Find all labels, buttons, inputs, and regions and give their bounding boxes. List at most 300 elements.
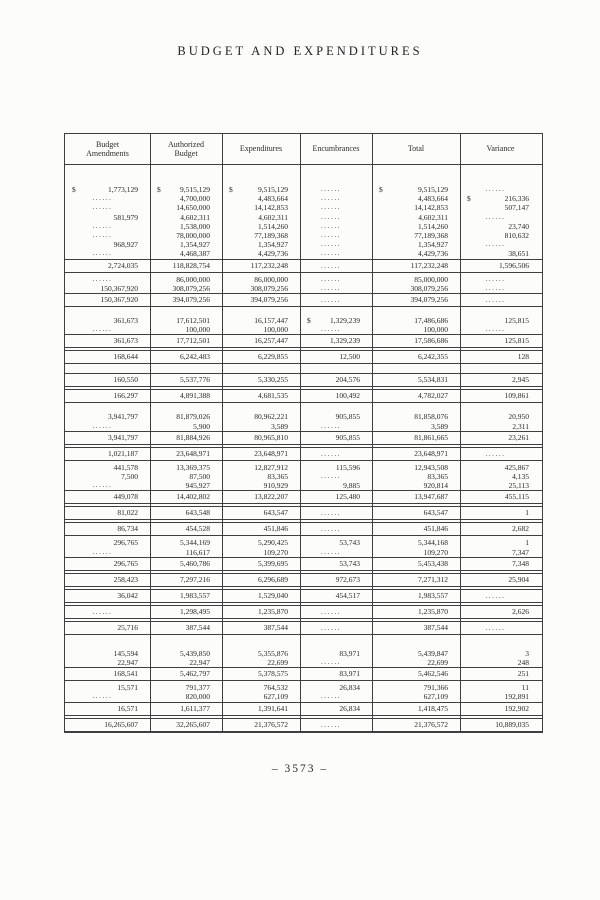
budget-table [64, 133, 543, 733]
table-cell: 80,965,810 [254, 432, 288, 442]
table-row [65, 316, 542, 325]
table-cell: 394,079,256 [172, 295, 210, 305]
table-cell: 17,586,686 [414, 336, 448, 346]
table-cell: ...... [485, 325, 506, 334]
table-section [65, 389, 542, 403]
table-cell: 13,947,687 [414, 492, 448, 502]
table-cell: 10,889,035 [495, 719, 529, 729]
table-cell: 85,000,000 [414, 274, 448, 284]
table-cell: 117,232,248 [410, 260, 448, 270]
table-cell: 14,402,802 [176, 492, 210, 502]
table-cell: $ 216,336 [467, 194, 529, 204]
table-cell: ...... [92, 607, 113, 616]
table-cell: ...... [320, 274, 342, 283]
table-cell: 296,765 [113, 538, 138, 548]
table-cell: ...... [320, 607, 342, 616]
table-cell: 248 [517, 658, 529, 668]
table-cell: 23,648,971 [254, 448, 288, 458]
table-cell: ...... [485, 283, 506, 292]
column-header: Expenditures [239, 144, 283, 154]
table-cell: 38,651 [508, 249, 529, 259]
table-cell: 25,716 [117, 622, 138, 632]
table-cell: 791,377 [185, 683, 210, 693]
table-cell: 83,365 [427, 472, 448, 482]
table-cell: 81,858,076 [414, 412, 448, 422]
table-cell: 4,891,388 [180, 391, 210, 401]
table-cell: 100,000 [423, 325, 448, 335]
table-cell: 115,596 [335, 462, 360, 472]
table-cell: ...... [320, 221, 342, 230]
table-cell: ...... [320, 658, 342, 667]
table-cell: 2,945 [512, 375, 529, 385]
table-cell: 22,947 [117, 658, 138, 668]
table-cell: 1,514,260 [418, 221, 448, 231]
table-cell: 251 [517, 669, 529, 679]
table-cell: 4,429,736 [418, 249, 448, 259]
table-cell: ...... [485, 274, 506, 283]
table-cell: 4,700,000 [180, 194, 210, 204]
table-cell: 109,270 [263, 547, 288, 557]
table-cell: ...... [320, 720, 342, 729]
table-cell: 920,814 [423, 481, 448, 491]
table-row [65, 658, 542, 667]
table-cell: 6,242,483 [180, 352, 210, 362]
table-cell: 78,000,000 [176, 231, 210, 241]
table-cell: 1,354,927 [418, 240, 448, 250]
table-cell: 32,265,607 [176, 719, 210, 729]
table-section [65, 350, 542, 364]
table-cell: 5,355,876 [258, 648, 288, 658]
table-section [65, 605, 542, 619]
table-cell: 387,544 [185, 622, 210, 632]
table-cell: 4,602,311 [418, 212, 448, 222]
table-cell: 581,979 [113, 212, 138, 222]
table-cell: ...... [485, 212, 506, 221]
table-cell: 3,941,797 [108, 412, 138, 422]
table-cell: 23,648,971 [176, 448, 210, 458]
page-title: BUDGET AND EXPENDITURES [177, 44, 423, 58]
table-total-row [65, 334, 542, 348]
table-cell: 23,740 [508, 221, 529, 231]
table-cell: 1,418,475 [418, 703, 448, 713]
table-cell: 5,900 [193, 421, 210, 431]
table-cell: 387,544 [423, 622, 448, 632]
table-cell: 387,544 [263, 622, 288, 632]
table-section [65, 412, 542, 444]
table-cell: 150,367,920 [100, 295, 138, 305]
table-cell: 1,235,870 [418, 606, 448, 616]
table-cell: 13,369,375 [176, 462, 210, 472]
table-row [65, 692, 542, 701]
table-cell: 168,541 [113, 669, 138, 679]
table-row [65, 463, 542, 472]
table-total-row [65, 718, 542, 732]
table-cell: ...... [320, 472, 342, 481]
table-cell: 451,846 [263, 524, 288, 534]
table-cell: 3 [525, 648, 529, 658]
table-cell: 308,079,256 [410, 283, 448, 293]
table-section [65, 463, 542, 505]
table-cell: 7,347 [512, 547, 529, 557]
table-cell: 53,743 [339, 558, 360, 568]
table-cell: 4,468,387 [180, 249, 210, 259]
table-cell: 258,423 [113, 574, 138, 584]
table-cell: 643,548 [185, 508, 210, 518]
table-cell: 16,265,607 [104, 719, 138, 729]
table-cell: ...... [320, 283, 342, 292]
table-total-row [65, 573, 542, 587]
table-cell: 15,571 [117, 683, 138, 693]
table-cell: 81,022 [117, 508, 138, 518]
table-cell: $ 9,515,129 [157, 185, 210, 194]
table-cell: ...... [92, 481, 113, 490]
table-cell: 4,681,535 [258, 391, 288, 401]
table-cell: 83,365 [267, 472, 288, 482]
table-cell: 425,867 [504, 462, 529, 472]
table-total-row [65, 431, 542, 445]
table-cell: 455,115 [504, 492, 529, 502]
table-total-row [65, 389, 542, 403]
table-cell: 1,021,187 [108, 448, 138, 458]
table-cell: 454,528 [185, 524, 210, 534]
table-section [65, 275, 542, 307]
table-cell: 449,078 [113, 492, 138, 502]
dollar-sign: $ [157, 185, 161, 194]
table-cell: $ 9,515,129 [379, 185, 448, 194]
table-row [65, 203, 542, 212]
table-row [65, 538, 542, 547]
table-cell: 6,296,689 [258, 574, 288, 584]
table-cell: 945,927 [185, 481, 210, 491]
column-header: Variance [486, 144, 515, 154]
table-cell: 100,000 [185, 325, 210, 335]
table-section [65, 316, 542, 348]
table-cell: 53,743 [339, 538, 360, 548]
table-cell: 5,439,847 [418, 648, 448, 658]
table-cell: 7,297,216 [180, 574, 210, 584]
table-row [65, 213, 542, 222]
table-cell: ...... [320, 240, 342, 249]
table-cell: 4,135 [512, 472, 529, 482]
table-cell: 109,861 [504, 391, 529, 401]
table-row [65, 481, 542, 490]
table-header-row [65, 134, 542, 165]
column-divider [460, 134, 461, 732]
table-cell: 81,879,026 [176, 412, 210, 422]
table-cell: 810,632 [504, 231, 529, 241]
table-cell: 22,947 [189, 658, 210, 668]
table-cell: 7,271,312 [418, 574, 448, 584]
table-cell: ...... [320, 231, 342, 240]
table-row [65, 185, 542, 194]
table-cell: 25,113 [508, 481, 529, 491]
table-cell: 14,650,000 [176, 203, 210, 213]
table-cell: 905,855 [335, 412, 360, 422]
table-cell: 791,366 [423, 683, 448, 693]
table-cell: 168,644 [113, 352, 138, 362]
table-cell: ...... [320, 261, 342, 270]
table-cell: ...... [92, 221, 113, 230]
table-cell: 1,596,506 [499, 260, 529, 270]
table-cell: 16,157,447 [254, 316, 288, 326]
table-cell: 4,483,664 [418, 194, 448, 204]
table-cell: 7,348 [512, 558, 529, 568]
table-cell: 81,861,665 [414, 432, 448, 442]
table-cell: 454,517 [335, 590, 360, 600]
table-cell: ...... [320, 185, 342, 193]
table-section [65, 621, 542, 635]
table-cell: 17,712,501 [176, 336, 210, 346]
table-cell: 21,376,572 [414, 719, 448, 729]
table-cell: 1 [525, 508, 529, 518]
table-cell: 109,270 [423, 547, 448, 557]
table-cell: 20,950 [508, 412, 529, 422]
table-total-row [65, 350, 542, 364]
table-row [65, 249, 542, 258]
table-cell: ...... [320, 212, 342, 221]
table-cell: 5,462,797 [180, 669, 210, 679]
table-cell: 3,589 [271, 421, 288, 431]
table-section [65, 589, 542, 603]
table-section [65, 506, 542, 520]
table-cell: ...... [320, 623, 342, 632]
table-cell: 23,648,971 [414, 448, 448, 458]
table-cell: ...... [485, 240, 506, 249]
table-cell: 26,834 [339, 703, 360, 713]
table-cell: ...... [320, 249, 342, 258]
table-total-row [65, 605, 542, 619]
table-cell: 160,550 [113, 375, 138, 385]
table-cell: 968,927 [113, 240, 138, 250]
table-cell: ...... [92, 274, 113, 283]
table-cell: 2,311 [512, 421, 529, 431]
dollar-sign: $ [229, 185, 233, 194]
table-cell: 22,699 [427, 658, 448, 668]
table-cell: 11 [521, 683, 529, 693]
table-cell: 3,941,797 [108, 432, 138, 442]
table-total-row [65, 667, 542, 681]
table-cell: 5,290,425 [258, 538, 288, 548]
table-cell: 17,486,686 [414, 316, 448, 326]
table-cell: 12,500 [339, 352, 360, 362]
column-divider [300, 134, 301, 732]
table-cell: ...... [92, 249, 113, 258]
table-cell: 1,354,927 [258, 240, 288, 250]
table-cell: 86,000,000 [176, 274, 210, 284]
table-cell: 86,734 [117, 524, 138, 534]
table-section [65, 538, 542, 570]
table-cell: 23,261 [508, 432, 529, 442]
table-cell: 3,589 [431, 421, 448, 431]
table-cell: 9,885 [343, 481, 360, 491]
dollar-sign: $ [307, 316, 311, 326]
table-cell: 1,391,641 [258, 703, 288, 713]
table-cell: ...... [485, 296, 506, 305]
table-cell: 77,189,368 [254, 231, 288, 241]
table-cell: 820,000 [185, 692, 210, 702]
table-row [65, 222, 542, 231]
table-cell: 14,142,853 [414, 203, 448, 213]
table-cell: 204,576 [335, 375, 360, 385]
table-cell: ...... [320, 421, 342, 430]
table-cell: 1,235,870 [258, 606, 288, 616]
table-cell: 21,376,572 [254, 719, 288, 729]
table-row [65, 472, 542, 481]
column-header: Encumbrances [312, 144, 360, 154]
dollar-sign: $ [72, 185, 76, 194]
table-cell: 507,147 [504, 203, 529, 213]
table-cell: 905,855 [335, 432, 360, 442]
table-cell: 5,439,850 [180, 648, 210, 658]
table-cell: 192,891 [504, 692, 529, 702]
table-cell: 1,983,557 [180, 590, 210, 600]
table-cell: 451,846 [423, 524, 448, 534]
table-cell: 4,602,311 [180, 212, 210, 222]
column-divider [372, 134, 373, 732]
table-cell: 83,971 [339, 669, 360, 679]
table-cell: 80,962,221 [254, 412, 288, 422]
table-total-row [65, 293, 542, 307]
table-cell: 972,673 [335, 574, 360, 584]
table-cell: 5,453,438 [418, 558, 448, 568]
table-cell: ...... [320, 449, 342, 458]
table-cell: 16,257,447 [254, 336, 288, 346]
table-cell: ...... [92, 194, 113, 203]
table-cell: 166,297 [113, 391, 138, 401]
table-section [65, 683, 542, 715]
table-cell: 1,298,495 [180, 606, 210, 616]
table-cell: 1,354,927 [180, 240, 210, 250]
table-cell: 25,904 [508, 574, 529, 584]
table-cell: 1,514,260 [258, 221, 288, 231]
table-cell: 116,617 [185, 547, 210, 557]
table-cell: 2,682 [512, 524, 529, 534]
table-cell: 83,971 [339, 648, 360, 658]
dollar-sign: $ [467, 194, 471, 204]
table-cell: 764,532 [263, 683, 288, 693]
page-number: – 3573 – [271, 763, 329, 775]
table-cell: 308,079,256 [250, 283, 288, 293]
table-cell: 361,673 [113, 336, 138, 346]
column-divider [150, 134, 151, 732]
table-cell: ...... [92, 231, 113, 240]
table-cell: 2,626 [512, 606, 529, 616]
table-cell: 5,462,546 [418, 669, 448, 679]
table-row [65, 240, 542, 249]
table-cell: 1,529,040 [258, 590, 288, 600]
table-cell: 192,902 [504, 703, 529, 713]
table-section [65, 573, 542, 587]
table-cell: 394,079,256 [250, 295, 288, 305]
table-cell: 100,492 [335, 391, 360, 401]
table-total-row [65, 373, 542, 387]
table-cell: 643,547 [263, 508, 288, 518]
table-row [65, 548, 542, 557]
table-row [65, 412, 542, 421]
table-row [65, 325, 542, 334]
table-row [65, 683, 542, 692]
table-cell: ...... [320, 525, 342, 534]
table-cell: 5,378,575 [258, 669, 288, 679]
table-total-row [65, 259, 542, 273]
table-row [65, 284, 542, 293]
table-cell: 86,000,000 [254, 274, 288, 284]
table-total-row [65, 589, 542, 603]
table-cell: 5,537,776 [180, 375, 210, 385]
table-cell: ...... [92, 203, 113, 212]
table-cell: ...... [92, 692, 113, 701]
table-cell: 13,822,207 [254, 492, 288, 502]
table-cell: 125,480 [335, 492, 360, 502]
table-cell: 1,983,557 [418, 590, 448, 600]
table-cell: 145,594 [113, 648, 138, 658]
table-cell: ...... [485, 623, 506, 632]
table-cell: 36,042 [117, 590, 138, 600]
table-total-row [65, 621, 542, 635]
table-section [65, 718, 542, 732]
table-cell: 17,612,501 [176, 316, 210, 326]
table-total-row [65, 506, 542, 520]
table-cell: 128 [517, 352, 529, 362]
dollar-sign: $ [379, 185, 383, 194]
table-total-row [65, 522, 542, 536]
table-cell: ...... [92, 421, 113, 430]
table-cell: 2,724,035 [108, 260, 138, 270]
table-cell: 5,460,786 [180, 558, 210, 568]
table-cell: ...... [320, 692, 342, 701]
table-cell: $ 1,773,129 [72, 185, 138, 194]
column-header: Budget Amendments [86, 139, 129, 158]
table-cell: 7,500 [121, 472, 138, 482]
table-cell: 4,483,664 [258, 194, 288, 204]
table-cell: 910,929 [263, 481, 288, 491]
table-cell: 1,538,000 [180, 221, 210, 231]
table-cell: 81,884,926 [176, 432, 210, 442]
table-cell: 1,329,239 [330, 336, 360, 346]
table-row [65, 275, 542, 284]
table-cell: 5,344,169 [180, 538, 210, 548]
table-cell: 1 [525, 538, 529, 548]
table-cell: ...... [320, 547, 342, 556]
table-cell: 16,571 [117, 703, 138, 713]
table-cell: ...... [485, 591, 506, 600]
table-cell: 296,765 [113, 558, 138, 568]
table-cell: 4,429,736 [258, 249, 288, 259]
table-cell: 5,344,168 [418, 538, 448, 548]
table-row [65, 649, 542, 658]
table-cell: $ 1,329,239 [307, 316, 360, 326]
table-cell: 117,232,248 [250, 260, 288, 270]
table-cell: 308,079,256 [172, 283, 210, 293]
table-cell: 150,367,920 [100, 283, 138, 293]
table-cell: 12,943,508 [414, 462, 448, 472]
table-section [65, 447, 542, 461]
table-cell: 22,699 [267, 658, 288, 668]
table-cell: 87,500 [189, 472, 210, 482]
table-total-row [65, 557, 542, 571]
table-cell: 361,673 [113, 316, 138, 326]
table-cell: 125,815 [504, 316, 529, 326]
table-cell: 441,578 [113, 462, 138, 472]
table-cell: ...... [485, 185, 506, 193]
table-total-row [65, 447, 542, 461]
table-cell: ...... [485, 449, 506, 458]
table-section [65, 649, 542, 681]
table-body [65, 185, 542, 732]
table-cell: ...... [320, 296, 342, 305]
table-section [65, 373, 542, 387]
table-cell: 4,602,311 [258, 212, 288, 222]
